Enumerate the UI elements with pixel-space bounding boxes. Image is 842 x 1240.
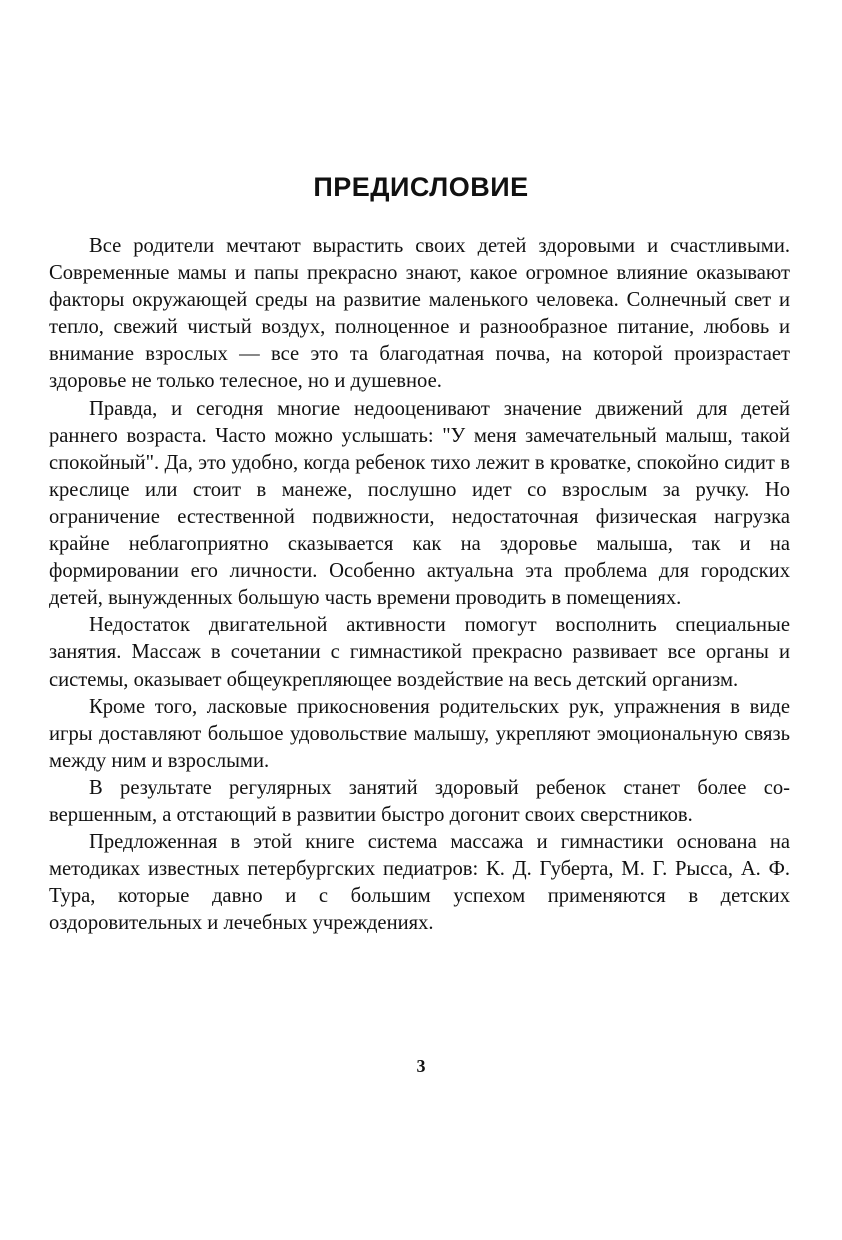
preface-body [49, 233, 790, 937]
page-number: 3 [416, 1056, 426, 1076]
paragraph: Кроме того, ласковые прикосновения родительских рук, упражнения в виде игры доставляют большое удовольствие малышу, укрепляют эмоциональную связь между ним и взрослыми. [49, 695, 790, 772]
paragraph: В результате регулярных занятий здоровый ребенок станет более совершенным, а отстающий в развитии быстро догонит своих сверстников. [49, 776, 790, 826]
paragraph: Недостаток двигательной активности помогут восполнить специальные занятия. Массаж в сочетании с гимнастикой прекрасно развивает все органы и системы, оказывает общеукрепляющее воздействие на весь детский организм. [49, 614, 790, 691]
paragraph: Все родители мечтают вырастить своих детей здоровыми и счастливыми. Современные мамы и папы прекрасно знают, какое огромное влияние оказывают факторы окружающей среды на развитие маленького человека. Солнечный свет и тепло, свежий чистый воздух, полноценное и разнообразное питание, любовь и внимание взрослых — все это та благодатная почва, на которой произрастает здоровье не только телесное, но и душевное. [49, 235, 790, 393]
page-title: ПРЕДИСЛОВИЕ [313, 172, 529, 202]
paragraph: Правда, и сегодня многие недооценивают значение движений для детей раннего возраста. Часто можно услышать: "У меня замечательный малыш, такой спокойный". Да, это удобно, когда ребенок тихо лежит в кроватке, спокойно сидит в креслице или стоит в манеже, послушно идет со взрослым за ручку. Но ограничение естественной подвижности, недостаточная физическая нагрузка крайне неблагоприятно сказывается как на здоровье малыша, так и на формировании его личности. Особенно актуальна эта проблема для городских детей, вынужденных большую часть времени проводить в помещениях. [49, 397, 790, 610]
paragraph: Предложенная в этой книге система массажа и гимнастики основана на методиках известных петербургских педиатров: К. Д. Губерта, М. Г. Рысса, А. Ф. Тура, которые давно и с большим успехом применяются в детских оздоровительных и лечебных учреждениях. [49, 831, 790, 935]
